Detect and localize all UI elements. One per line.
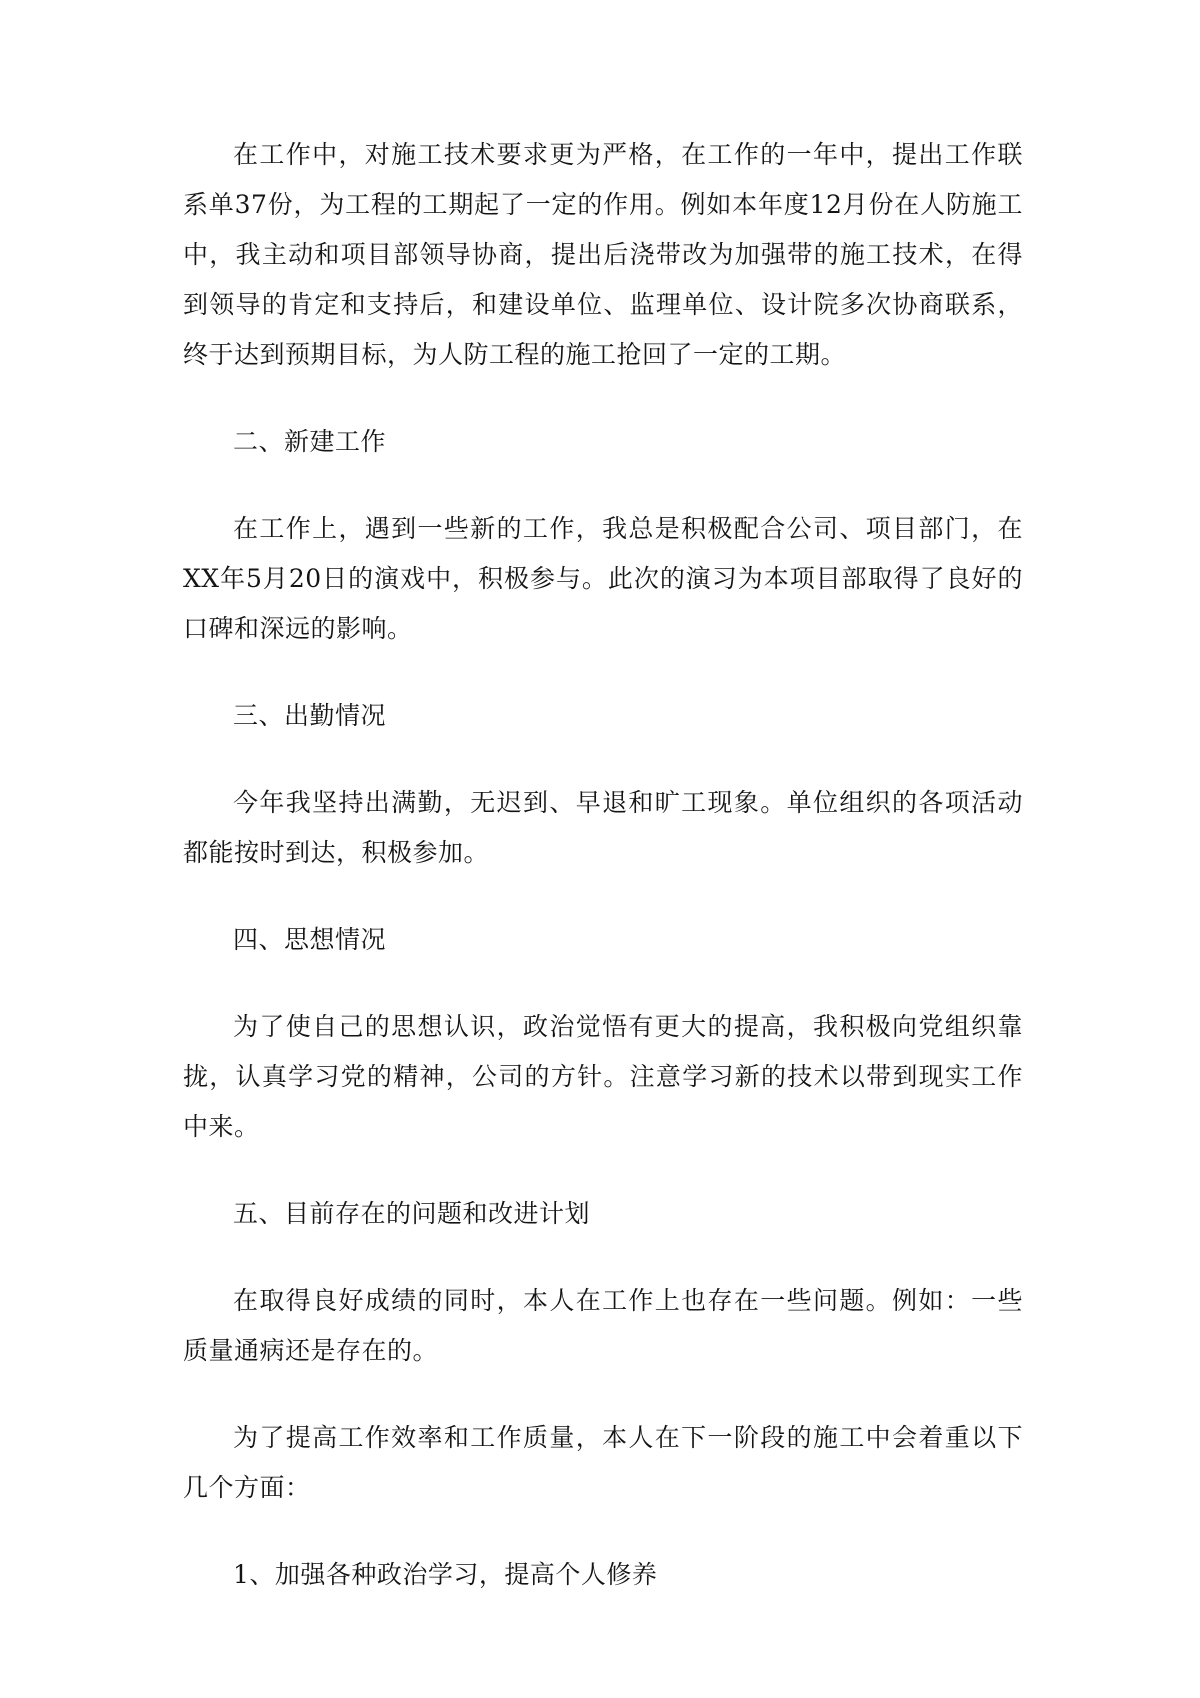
paragraph-thinking: 为了使自己的思想认识，政治觉悟有更大的提高，我积极向党组织靠拢，认真学习党的精神，公司的方针。注意学习新的技术以带到现实工作中来。 <box>183 1012 1023 1141</box>
paragraph-construction-technique: 在工作中，对施工技术要求更为严格，在工作的一年中，提出工作联系单37份，为工程的工期起了一定的作用。例如本年度12月份在人防施工中，我主动和项目部领导协商，提出后浇带改为加强带的施工技术，在得到领导的肯定和支持后，和建设单位、监理单位、设计院多次协商联系，终于达到预期目标，为人防工程的施工抢回了一定的工期。 <box>183 140 1023 369</box>
paragraph-improvement: 为了提高工作效率和工作质量，本人在下一阶段的施工中会着重以下几个方面： <box>183 1423 1023 1502</box>
section-heading-attendance: 三、出勤情况 <box>233 701 387 730</box>
list-item-political-study: 1、加强各种政治学习，提高个人修养 <box>233 1560 658 1589</box>
section-heading-new-work: 二、新建工作 <box>233 427 387 456</box>
paragraph-new-work: 在工作上，遇到一些新的工作，我总是积极配合公司、项目部门，在XX年5月20日的演戏中，积极参与。此次的演习为本项目部取得了良好的口碑和深远的影响。 <box>183 514 1023 643</box>
section-heading-thinking: 四、思想情况 <box>233 925 387 954</box>
paragraph-problems: 在取得良好成绩的同时，本人在工作上也存在一些问题。例如：一些质量通病还是存在的。 <box>183 1286 1023 1365</box>
section-heading-problems-plan: 五、目前存在的问题和改进计划 <box>233 1199 591 1228</box>
document-body <box>183 130 1023 1637</box>
paragraph-attendance: 今年我坚持出满勤，无迟到、早退和旷工现象。单位组织的各项活动都能按时到达，积极参加。 <box>183 788 1023 867</box>
